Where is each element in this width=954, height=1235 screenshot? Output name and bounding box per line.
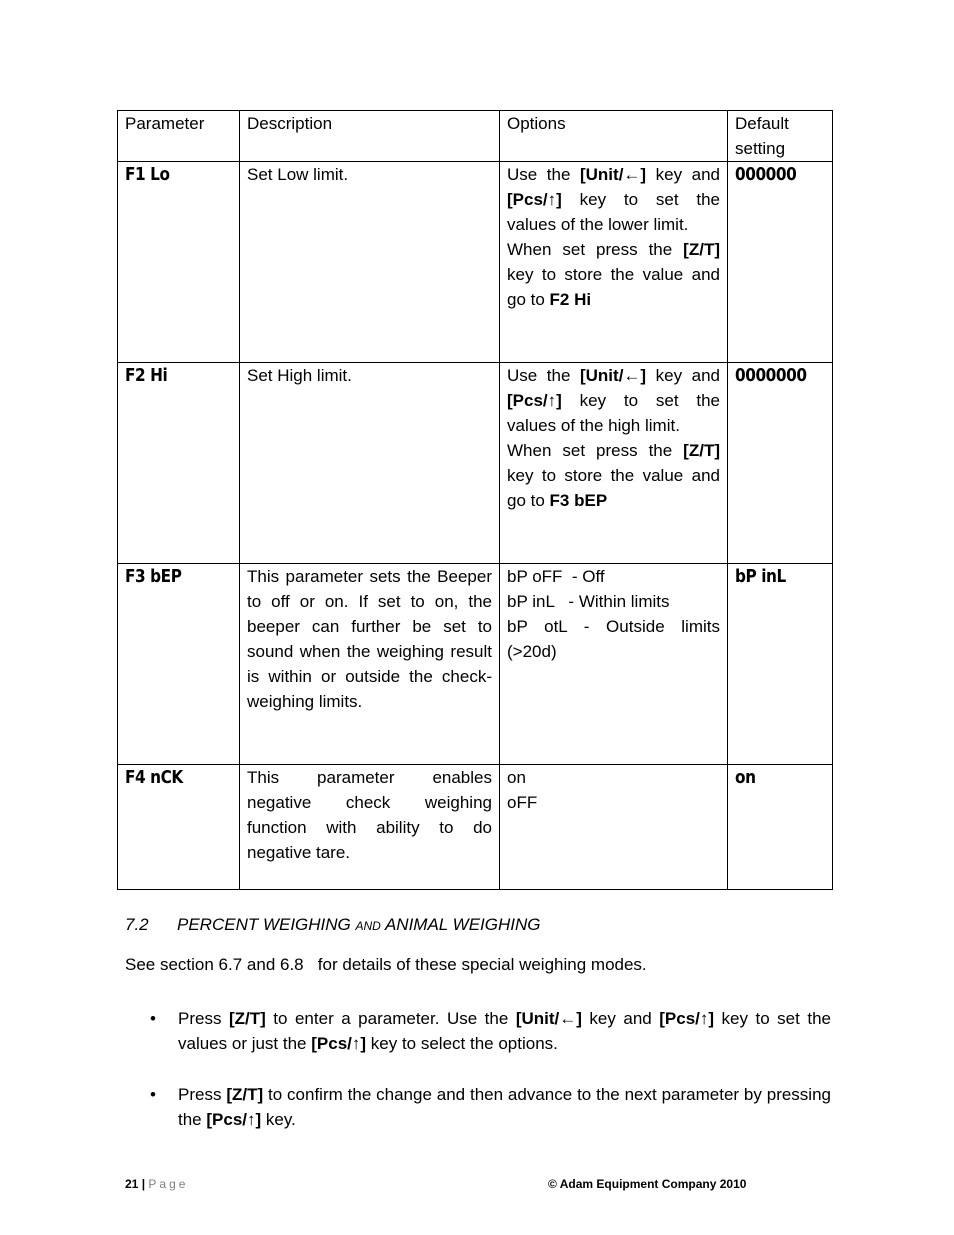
next-parameter: F3 bEP	[549, 491, 608, 510]
parameter-code: F3 bEP	[125, 566, 182, 587]
option-item: bP inL - Within limits	[507, 592, 670, 611]
intro-paragraph: See section 6.7 and 6.8 for details of these special weighing modes.	[125, 955, 647, 974]
table-row	[118, 162, 833, 363]
option-item: bP otL - Outside limits (>20d)	[507, 617, 720, 661]
pcs-key: [Pcs/↑]	[507, 190, 562, 209]
option-item: bP oFF - Off	[507, 567, 605, 586]
default-value: 000000	[735, 164, 797, 185]
page-word: Page	[148, 1177, 189, 1191]
page-footer-number: 21 | Page	[125, 1177, 189, 1191]
header-description: Description	[240, 111, 500, 162]
option-item: on	[507, 768, 526, 787]
parameter-code: F4 nCK	[125, 767, 183, 788]
parameter-description: Set Low limit.	[240, 162, 500, 363]
page-number: 21	[125, 1177, 139, 1191]
pcs-key: [Pcs/↑]	[659, 1009, 715, 1028]
header-options: Options	[500, 111, 728, 162]
zero-tare-key: [Z/T]	[228, 1009, 266, 1028]
parameter-description: This parameter enables negative check weighing function with ability to do negative tare.	[240, 765, 500, 890]
parameter-options	[500, 765, 728, 890]
header-default-setting: Default setting	[728, 111, 833, 162]
section-number: 7.2	[125, 915, 149, 934]
table-header-row	[118, 111, 833, 162]
zero-tare-key: [Z/T]	[683, 441, 720, 460]
zero-tare-key: [Z/T]	[683, 240, 720, 259]
copyright-notice: © Adam Equipment Company 2010	[548, 1177, 747, 1191]
parameter-code: F1 Lo	[125, 164, 170, 185]
unit-key: [Unit/←]	[515, 1009, 582, 1028]
parameter-options	[500, 564, 728, 765]
header-parameter: Parameter	[118, 111, 240, 162]
default-value: 0000000	[735, 365, 807, 386]
unit-key: [Unit/←]	[579, 165, 647, 184]
bullet-icon: •	[150, 1009, 156, 1028]
parameter-code: F2 Hi	[125, 365, 168, 386]
parameter-description: Set High limit.	[240, 363, 500, 564]
list-item: • Press [Z/T] to confirm the change and then advance to the next parameter by pressing the [Pcs/↑] key.	[178, 1082, 831, 1132]
table-row	[118, 564, 833, 765]
default-value: on	[735, 767, 756, 788]
option-item: oFF	[507, 793, 538, 812]
table-row	[118, 765, 833, 890]
default-value: bP inL	[735, 566, 786, 587]
instruction-list	[150, 1006, 831, 1158]
parameter-options: Use the [Unit/←] key and [Pcs/↑] key to set the values of the lower limit. When set press the [Z/T] key to store the value and go to F2 Hi	[500, 162, 728, 363]
list-item: • Press [Z/T] to enter a parameter. Use the [Unit/←] key and [Pcs/↑] key to set the values or just the [Pcs/↑] key to select the options.	[178, 1006, 831, 1056]
parameter-options: Use the [Unit/←] key and [Pcs/↑] key to set the values of the high limit. When set press the [Z/T] key to store the value and go to F3 bEP	[500, 363, 728, 564]
pcs-key: [Pcs/↑]	[507, 391, 562, 410]
unit-key: [Unit/←]	[579, 366, 647, 385]
zero-tare-key: [Z/T]	[226, 1085, 264, 1104]
parameter-description: This parameter sets the Beeper to off or on. If set to on, the beeper can further be set to sound when the weighing result is within or outside the check-weighing limits.	[240, 564, 500, 765]
pcs-key: [Pcs/↑]	[311, 1034, 367, 1053]
pcs-key: [Pcs/↑]	[206, 1110, 262, 1129]
next-parameter: F2 Hi	[549, 290, 592, 309]
table-row	[118, 363, 833, 564]
section-heading: 7.2 PERCENT WEIGHING AND ANIMAL WEIGHING	[125, 915, 541, 934]
parameter-table	[117, 110, 833, 890]
bullet-icon: •	[150, 1085, 156, 1104]
